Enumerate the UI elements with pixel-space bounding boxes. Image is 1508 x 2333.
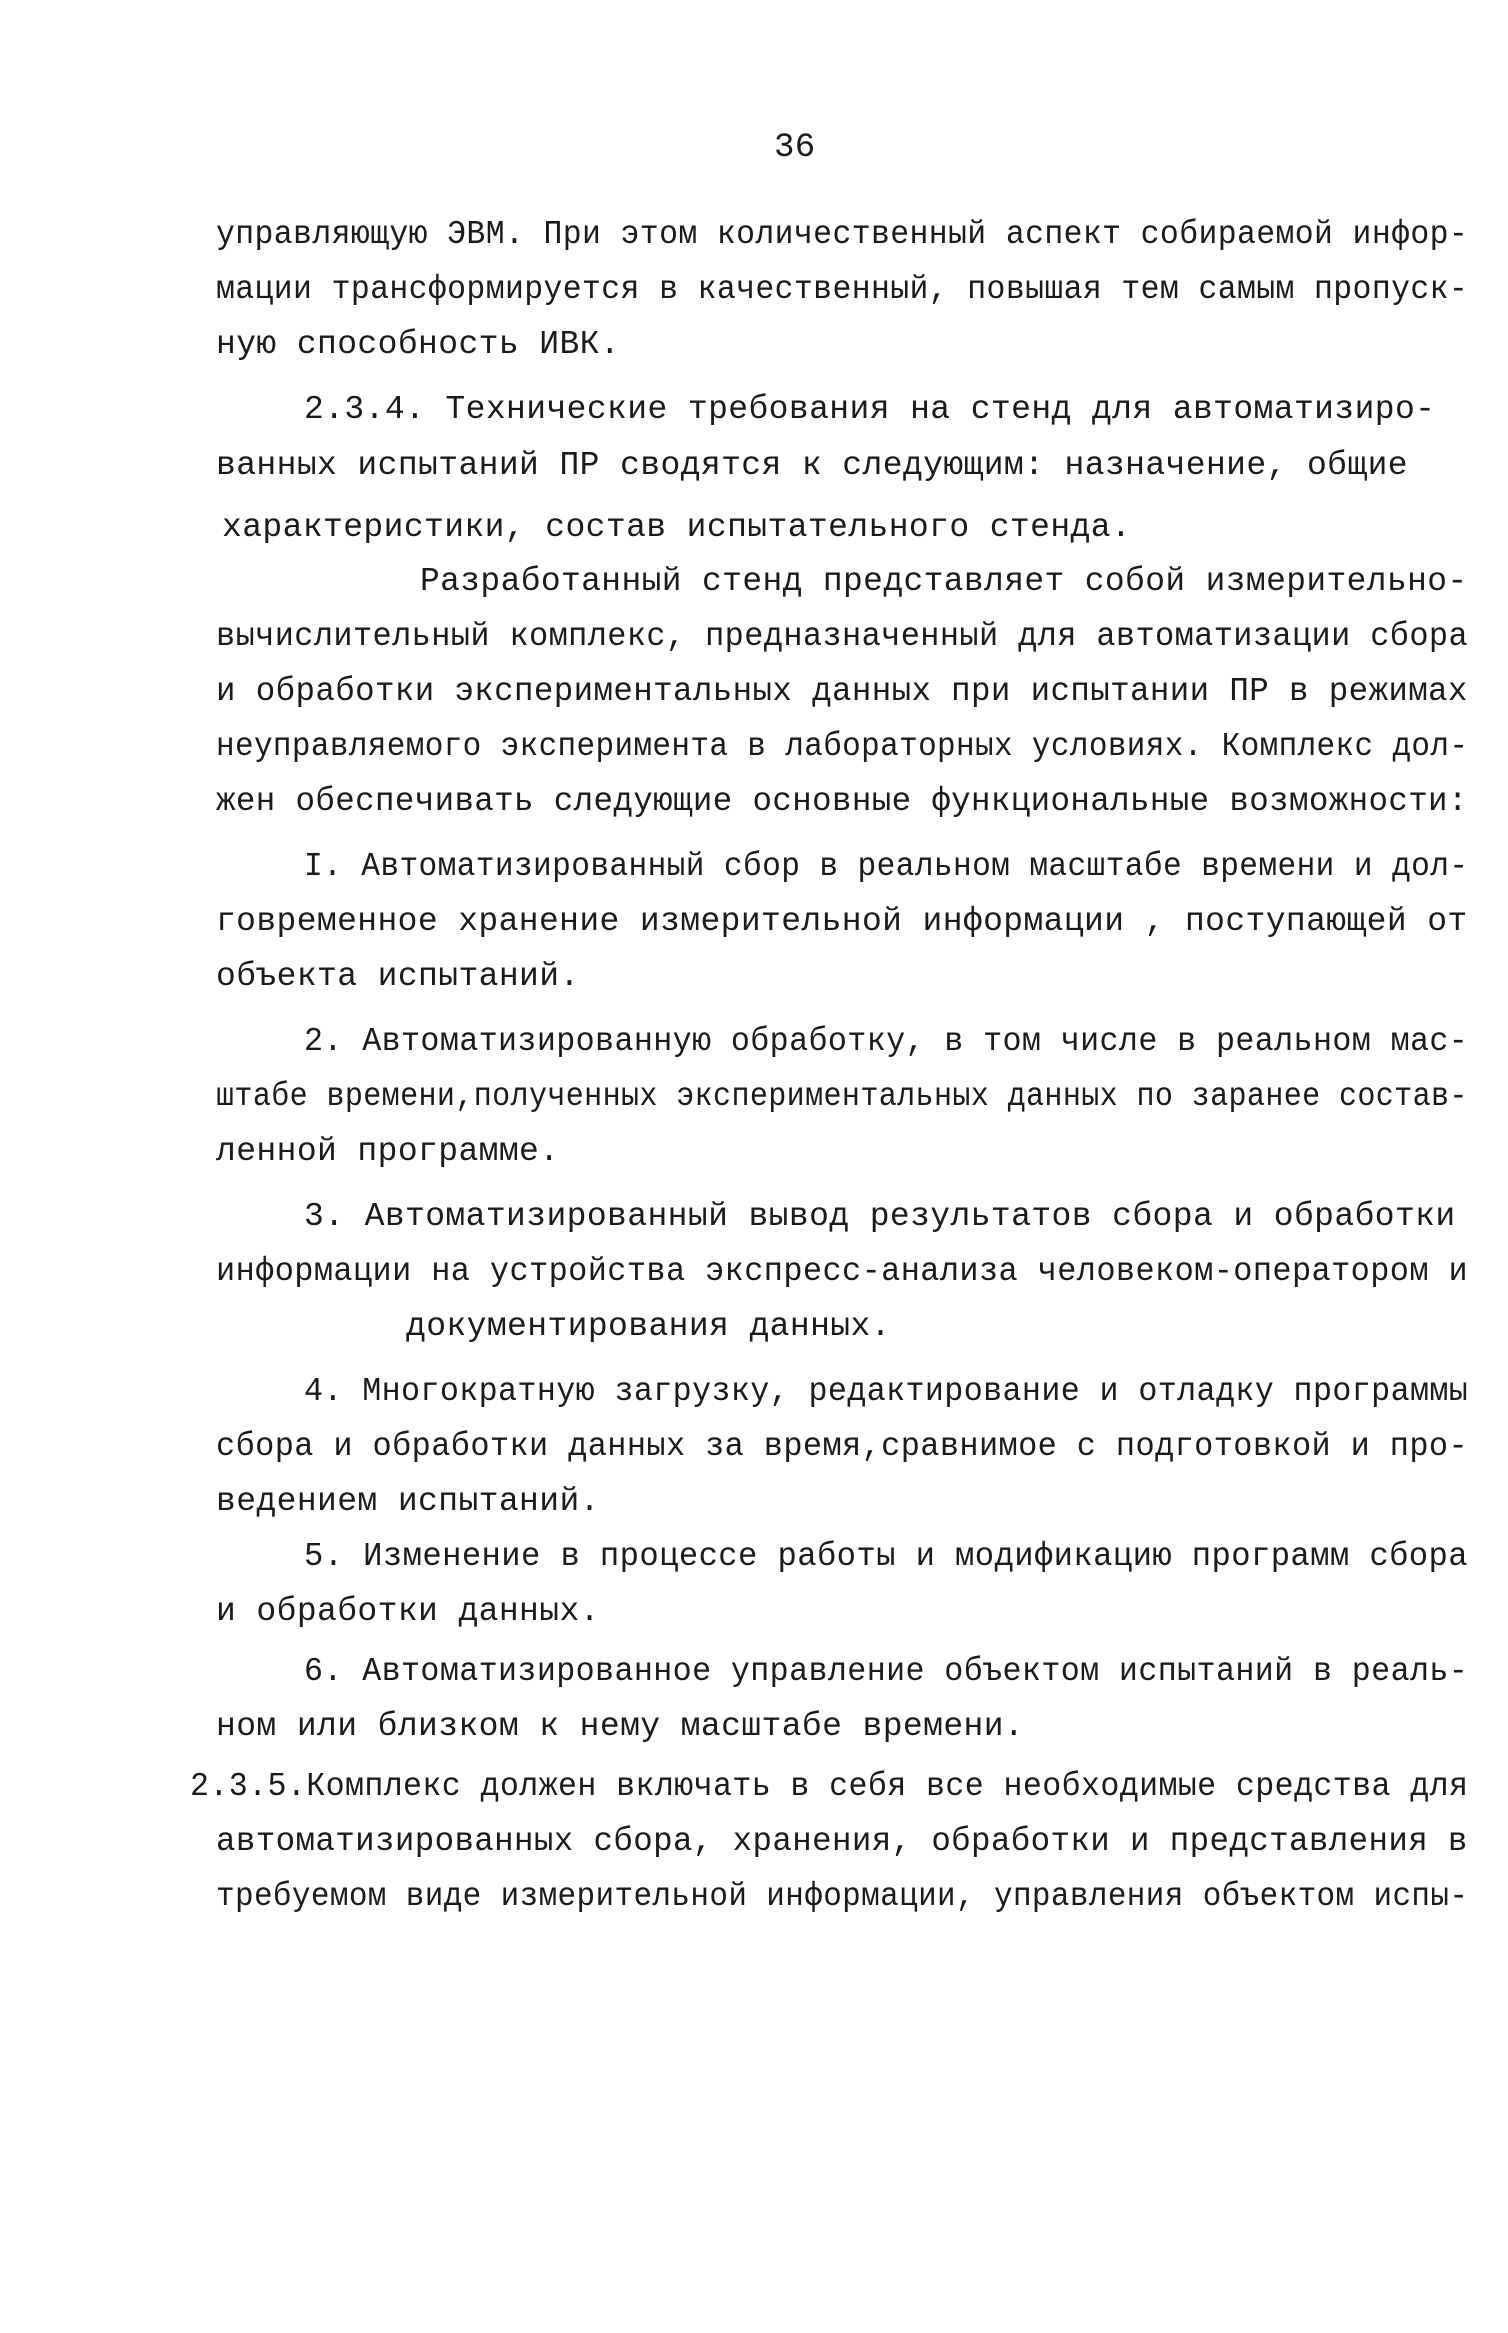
text-line-26: 6. Автоматизированное управление объектом испытаний в реаль- [304, 1653, 1469, 1690]
text-line-28: 2.3.5.Комплекс должен включать в себя все необходимые средства для [190, 1768, 1469, 1805]
text-line-12: I. Автоматизированный сбор в реальном масштабе времени и дол- [304, 848, 1469, 885]
text-line-19: информации на устройства экспресс-анализа человеком-оператором и [216, 1253, 1469, 1290]
text-line-13: говременное хранение измерительной информации , поступающей от [216, 903, 1468, 940]
text-line-15: 2. Автоматизированную обработку, в том числе в реальном мас- [304, 1023, 1469, 1060]
text-line-7: Разработанный стенд представляет собой измерительно- [420, 563, 1468, 600]
text-line-14: объекта испытаний. [216, 958, 580, 995]
text-line-17: ленной программе. [216, 1133, 560, 1170]
text-line-30: требуемом виде измерительной информации, управления объектом испы- [216, 1878, 1469, 1915]
text-line-6: характеристики, состав испытательного стенда. [222, 509, 1132, 546]
text-line-18: 3. Автоматизированный вывод результатов сбора и обработки [304, 1198, 1456, 1235]
text-line-24: 5. Изменение в процессе работы и модификацию программ сбора [304, 1538, 1468, 1575]
text-line-2: мации трансформируется в качественный, повышая тем самым пропуск- [216, 271, 1469, 308]
text-line-23: ведением испытаний. [216, 1483, 600, 1520]
text-line-11: жен обеспечивать следующие основные функциональные возможности: [216, 783, 1468, 820]
text-line-16: штабе времени,полученных экспериментальных данных по заранее состав- [216, 1078, 1468, 1115]
page-number: 36 [774, 129, 816, 167]
text-line-21: 4. Многократную загрузку, редактирование и отладку программы [304, 1373, 1469, 1410]
text-line-27: ном или близком к нему масштабе времени. [216, 1708, 1025, 1745]
text-line-9: и обработки экспериментальных данных при испытании ПР в режимах [216, 673, 1468, 710]
text-line-1: управляющую ЭВМ. При этом количественный аспект собираемой инфор- [216, 216, 1469, 253]
text-line-5: ванных испытаний ПР сводятся к следующим: назначение, общие [216, 447, 1408, 484]
text-line-20: документирования данных. [406, 1308, 891, 1345]
text-line-22: сбора и обработки данных за время,сравнимое с подготовкой и про- [216, 1428, 1469, 1465]
text-line-8: вычислительный комплекс, предназначенный для автоматизации сбора [216, 618, 1469, 655]
text-line-10: неуправляемого эксперимента в лабораторных условиях. Комплекс дол- [216, 728, 1469, 765]
text-line-4: 2.3.4. Технические требования на стенд для автоматизиро- [304, 391, 1436, 428]
text-line-3: ную способность ИВК. [216, 326, 621, 363]
text-line-29: автоматизированных сбора, хранения, обработки и представления в [216, 1823, 1468, 1860]
text-line-25: и обработки данных. [216, 1593, 600, 1630]
